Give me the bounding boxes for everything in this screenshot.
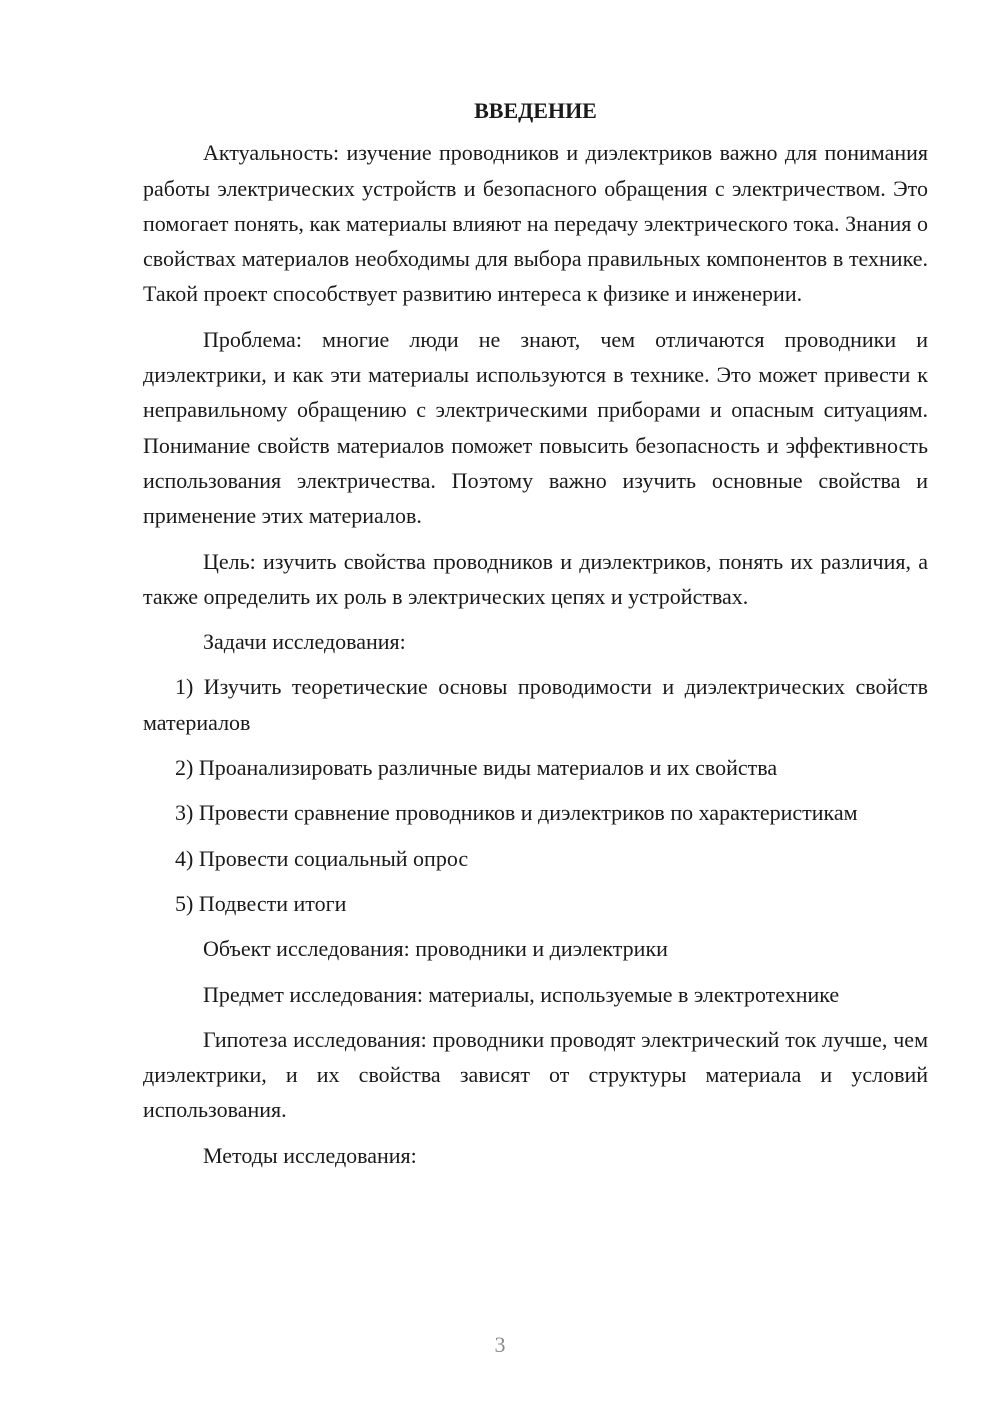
page-number: 3 [494,1332,506,1357]
page-content [143,93,928,1173]
task-item-1: 1) Изучить теоретические основы проводимости и диэлектрических свойств материалов [143,674,928,735]
research-hypothesis: Гипотеза исследования: проводники проводят электрический ток лучше, чем диэлектрики, и их свойства зависят от структуры материала и условий использования. [143,1026,928,1123]
goal-paragraph: Цель: изучить свойства проводников и диэлектриков, понять их различия, а также определить их роль в электрических цепях и устройствах. [143,548,928,609]
relevance-paragraph: Актуальность: изучение проводников и диэлектриков важно для понимания работы электрических устройств и безопасного обращения с электричеством. Это помогает понять, как материалы влияют на передачу электрического тока. Знания о свойствах материалов необходимы для выбора правильных компонентов в технике. Такой проект способствует развитию интереса к физике и инженерии. [143,140,928,307]
problem-paragraph: Проблема: многие люди не знают, чем отличаются проводники и диэлектрики, и как эти материалы используются в технике. Это может привести к неправильному обращению с электрическими приборами и опасным ситуациям. Понимание свойств материалов поможет повысить безопасность и эффективность использования электричества. Поэтому важно изучить основные свойства и применение этих материалов. [143,326,928,529]
research-subject: Предмет исследования: материалы, используемые в электротехнике [203,981,840,1007]
task-item-4: 4) Провести социальный опрос [175,845,469,871]
methods-heading: Методы исследования: [203,1142,417,1168]
task-item-2: 2) Проанализировать различные виды материалов и их свойства [175,755,778,781]
research-object: Объект исследования: проводники и диэлектрики [203,936,668,962]
tasks-heading: Задачи исследования: [203,629,406,655]
task-item-3: 3) Провести сравнение проводников и диэлектриков по характеристикам [175,800,858,826]
task-item-5: 5) Подвести итоги [175,890,347,916]
section-title: ВВЕДЕНИЕ [474,98,597,123]
